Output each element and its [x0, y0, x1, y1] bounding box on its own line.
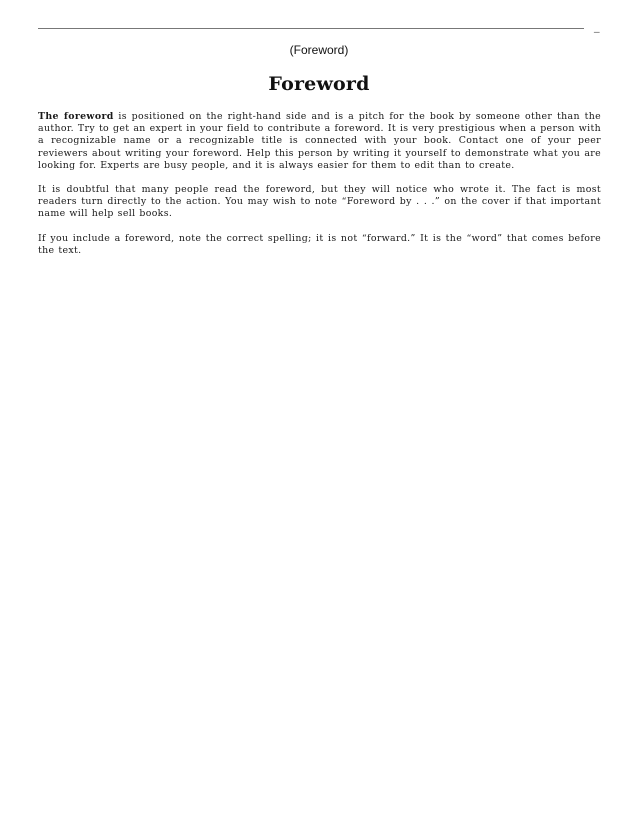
header-rule — [38, 28, 584, 29]
paragraph-3 — [38, 233, 601, 257]
header-mark: _ — [594, 20, 600, 33]
paragraph-2-text: It is doubtful that many people read the foreword, but they will notice who wrote it. The fact is most readers turn directly to the action. You may wish to note “Foreword by . . .” on the cover if that important name will help sell books. — [38, 184, 601, 220]
page-title: Foreword — [268, 73, 370, 95]
body-text — [38, 111, 601, 269]
paragraph-1 — [38, 111, 601, 172]
paragraph-1-text: is positioned on the right-hand side and is a pitch for the book by someone other than the author. Try to get an expert in your field to contribute a foreword. It is very prestigious when a person with a recognizable name or a recognizable title is connected with your book. Contact one of your peer reviewers about writing your foreword. Help this person by writing it yourself to demonstrate what you are looking for. Experts are busy people, and it is always easier for them to edit than to create. — [38, 111, 601, 171]
paragraph-3-text: If you include a foreword, note the correct spelling; it is not “forward.” It is the “word” that comes before the text. — [38, 232, 601, 256]
running-head: (Foreword) — [289, 43, 349, 57]
paragraph-2 — [38, 184, 601, 221]
lead-term: The foreword — [38, 111, 114, 122]
